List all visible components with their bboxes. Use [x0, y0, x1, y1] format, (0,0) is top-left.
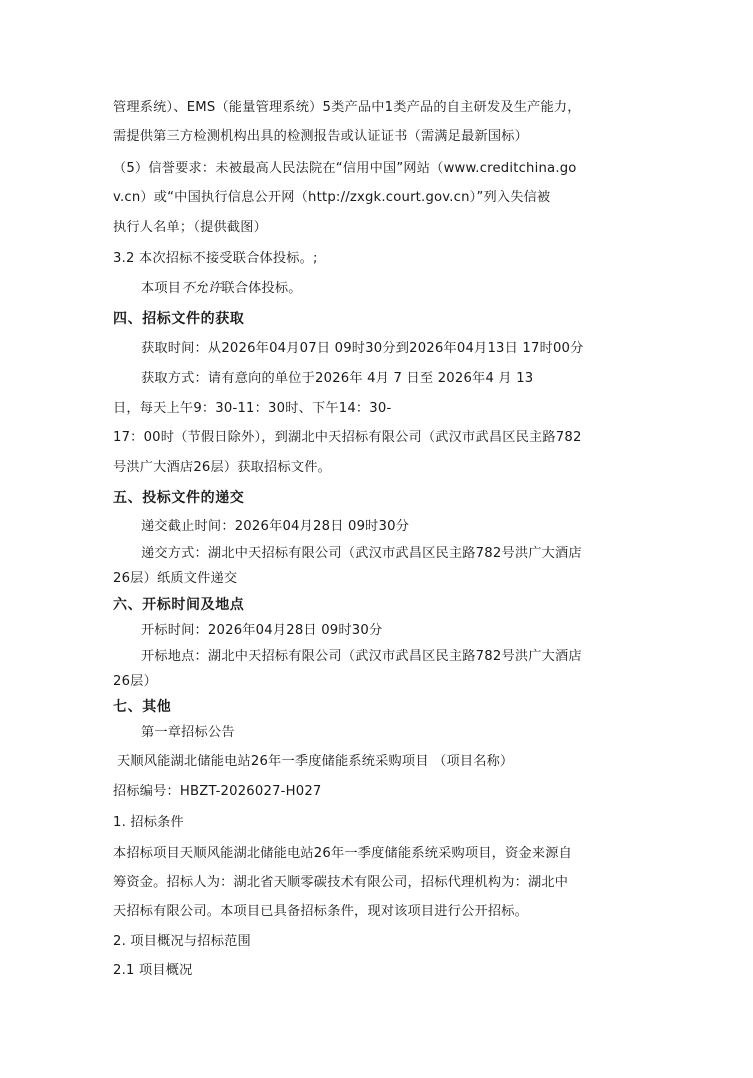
tender-number: 招标编号：HBZT-2026027-H027	[113, 784, 322, 799]
text-line: 本招标项目天顺风能湖北储能电站26年一季度储能系统采购项目，资金来源自	[113, 846, 572, 861]
text-segment: 本项目	[141, 281, 182, 296]
text-line: 递交截止时间：2026年04月28日 09时30分	[141, 519, 410, 534]
text-line: 筹资金。招标人为：湖北省天顺零碳技术有限公司，招标代理机构为：湖北中	[113, 875, 569, 890]
text-line: 天招标有限公司。本项目已具备招标条件，现对该项目进行公开招标。	[113, 904, 529, 919]
text-line: 26层）纸质文件递交	[113, 571, 238, 586]
subsection-heading: 2.1 项目概况	[113, 963, 193, 978]
subsection-heading: 2. 项目概况与招标范围	[113, 934, 251, 949]
text-line	[141, 280, 302, 298]
subsection-heading: 1. 招标条件	[113, 815, 184, 830]
text-line: v.cn）或“中国执行信息公开网（http://zxgk.court.gov.cn）”列入失信被	[113, 190, 551, 205]
text-line: 号洪广大酒店26层）获取招标文件。	[113, 460, 331, 475]
section-heading-4: 四、招标文件的获取	[113, 311, 245, 327]
text-line: 17：00时（节假日除外），到湖北中天招标有限公司（武汉市武昌区民主路782	[113, 430, 582, 445]
text-line: 递交方式：湖北中天招标有限公司（武汉市武昌区民主路782号洪广大酒店	[141, 546, 582, 561]
section-heading-7: 七、其他	[113, 699, 172, 715]
text-line: 开标时间：2026年04月28日 09时30分	[141, 623, 383, 638]
text-segment: 联合体投标。	[221, 281, 302, 296]
text-line: 3.2 本次招标不接受联合体投标。;	[113, 251, 318, 266]
chapter-title: 第一章招标公告	[141, 725, 235, 740]
project-name: 天顺风能湖北储能电站26年一季度储能系统采购项目 （项目名称）	[117, 754, 514, 769]
text-line: 开标地点：湖北中天招标有限公司（武汉市武昌区民主路782号洪广大酒店	[141, 649, 582, 664]
text-line: 日，每天上午9：30-11：30时、下午14：30-	[113, 401, 392, 416]
text-line: （5）信誉要求：未被最高人民法院在“信用中国”网站（www.creditchina.go	[113, 161, 577, 176]
text-line: 需提供第三方检测机构出具的检测报告或认证证书（需满足最新国标）	[113, 129, 529, 144]
emphasis-text: 不允许	[181, 281, 222, 296]
text-line: 管理系统）、EMS（能量管理系统）5类产品中1类产品的自主研发及生产能力，	[113, 100, 581, 115]
text-line: 获取时间：从2026年04月07日 09时30分到2026年04月13日 17时00分	[141, 341, 584, 356]
text-line: 26层）	[113, 674, 157, 689]
section-heading-5: 五、投标文件的递交	[113, 490, 245, 506]
section-heading-6: 六、开标时间及地点	[113, 597, 245, 613]
text-line: 执行人名单；（提供截图）	[113, 220, 268, 235]
text-line: 获取方式：请有意向的单位于2026年 4月 7 日至 2026年4 月 13	[141, 371, 534, 386]
